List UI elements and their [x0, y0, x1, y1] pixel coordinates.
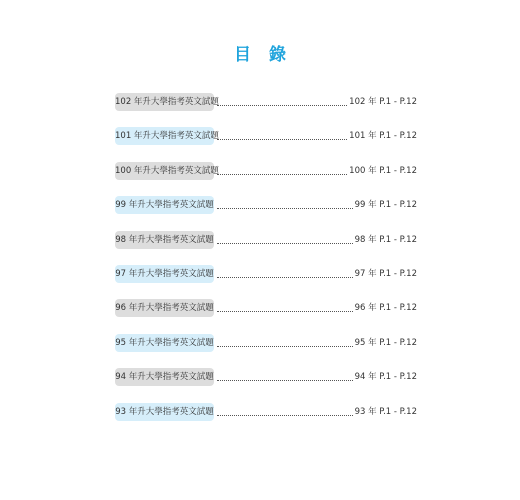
toc-entry-label: 93 年升大學指考英文試題 — [115, 403, 214, 421]
toc-entry-page: 95 年 P.1 - P.12 — [354, 337, 417, 348]
toc-entry-leader — [217, 127, 417, 145]
toc-entry[interactable] — [115, 265, 415, 299]
toc-entry-label: 97 年升大學指考英文試題 — [115, 265, 214, 283]
toc-entry[interactable] — [115, 368, 415, 402]
toc-entry-page: 96 年 P.1 - P.12 — [354, 303, 417, 314]
dot-leader — [217, 311, 357, 312]
page-title-text: 目 錄 — [234, 45, 292, 65]
toc-entry-label: 100 年升大學指考英文試題 — [115, 162, 214, 180]
toc-entry-label: 96 年升大學指考英文試題 — [115, 299, 214, 317]
toc-entry[interactable] — [115, 93, 415, 127]
toc-entry-leader — [217, 403, 417, 421]
toc-entry[interactable] — [115, 196, 415, 230]
toc-entry[interactable] — [115, 162, 415, 196]
toc-entry-leader — [217, 334, 417, 352]
toc-entry-page: 101 年 P.1 - P.12 — [349, 131, 417, 142]
toc-entry-label: 102 年升大學指考英文試題 — [115, 93, 214, 111]
toc-entry-leader — [217, 93, 417, 111]
dot-leader — [217, 243, 357, 244]
dot-leader — [217, 105, 357, 106]
toc-list — [115, 93, 415, 437]
toc-entry-label: 95 年升大學指考英文試題 — [115, 334, 214, 352]
dot-leader — [217, 415, 357, 416]
toc-entry-page: 102 年 P.1 - P.12 — [349, 97, 417, 107]
toc-entry[interactable] — [115, 403, 415, 437]
toc-entry-page: 100 年 P.1 - P.12 — [349, 165, 417, 176]
toc-entry-label: 98 年升大學指考英文試題 — [115, 231, 214, 249]
toc-entry-page: 93 年 P.1 - P.12 — [354, 406, 417, 417]
dot-leader — [217, 174, 357, 175]
title-highlight-bar — [220, 65, 300, 71]
toc-entry-page: 99 年 P.1 - P.12 — [354, 200, 417, 211]
toc-entry-label: 101 年升大學指考英文試題 — [115, 127, 214, 145]
dot-leader — [217, 277, 357, 278]
toc-entry-label: 94 年升大學指考英文試題 — [115, 368, 214, 386]
dot-leader — [217, 380, 357, 381]
toc-entry[interactable] — [115, 299, 415, 333]
dot-leader — [217, 208, 357, 209]
dot-leader — [217, 139, 357, 140]
toc-entry-page: 97 年 P.1 - P.12 — [354, 268, 417, 279]
toc-entry-leader — [217, 265, 417, 283]
toc-entry-leader — [217, 368, 417, 386]
toc-entry[interactable] — [115, 127, 415, 161]
page-title — [220, 40, 300, 67]
toc-entry-leader — [217, 196, 417, 214]
toc-entry-leader — [217, 231, 417, 249]
toc-entry-page: 94 年 P.1 - P.12 — [354, 372, 417, 383]
dot-leader — [217, 346, 357, 347]
toc-entry-page: 98 年 P.1 - P.12 — [354, 234, 417, 245]
toc-entry-leader — [217, 299, 417, 317]
toc-entry-label: 99 年升大學指考英文試題 — [115, 196, 214, 214]
toc-entry[interactable] — [115, 334, 415, 368]
title-wrap — [0, 40, 520, 67]
toc-entry-leader — [217, 162, 417, 180]
toc-entry[interactable] — [115, 231, 415, 265]
